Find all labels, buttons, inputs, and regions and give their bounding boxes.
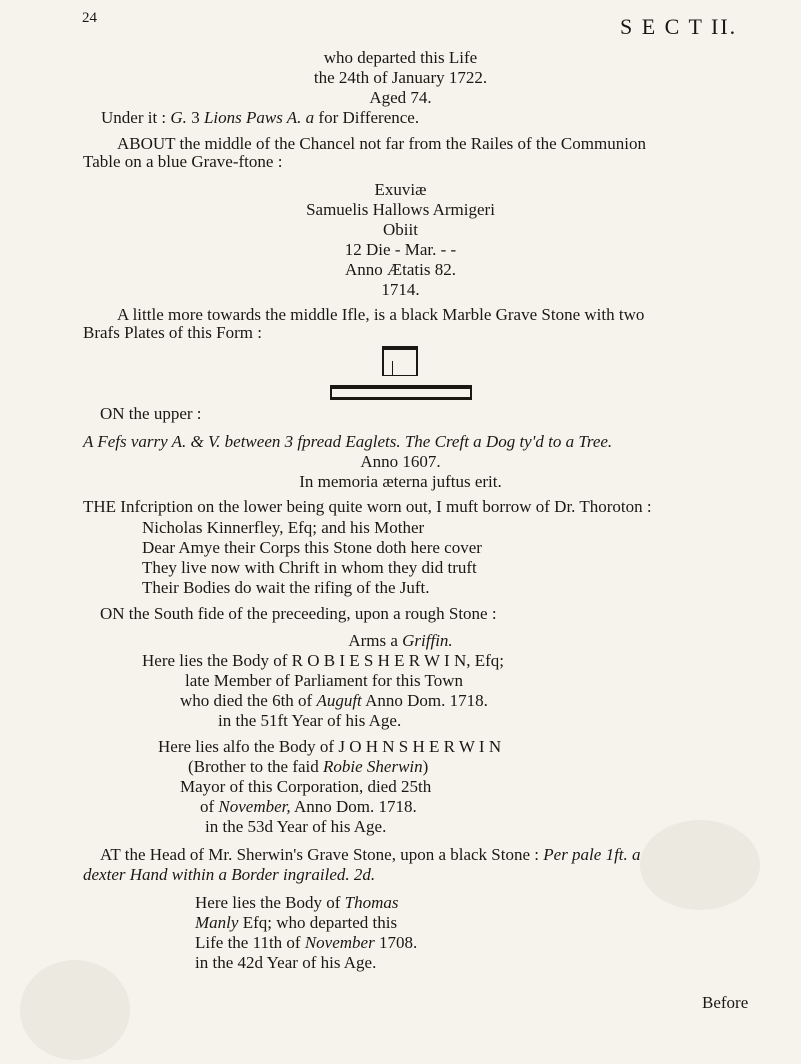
text-line: who departed this Life xyxy=(323,48,478,67)
epitaph-line: (Brother to the faid Robie Sherwin) xyxy=(188,757,429,776)
brass-plate-small-icon xyxy=(382,346,418,376)
epitaph-line: Here lies the Body of R O B I E S H E R W I N, Efq; xyxy=(142,651,504,670)
paragraph-line: A little more towards the middle Ifle, is a black Marble Grave Stone with two xyxy=(117,305,645,324)
epitaph-line: in the 42d Year of his Age. xyxy=(195,953,377,972)
brass-plate-large-icon xyxy=(330,385,472,397)
paragraph-line: ON the South fide of the preceeding, upon a rough Stone : xyxy=(100,604,497,623)
paragraph-line: ON the upper : xyxy=(100,404,202,423)
epitaph-line: in the 53d Year of his Age. xyxy=(205,817,387,836)
verse-line: Their Bodies do wait the rifing of the Juft. xyxy=(142,578,430,597)
text-line: In memoria æterna juftus erit. xyxy=(299,472,502,491)
epitaph-line: Exuviæ xyxy=(374,180,427,199)
section-header: S E C T II. xyxy=(620,14,738,39)
paragraph-line: Table on a blue Grave-ftone : xyxy=(83,152,283,171)
verse-line: Nicholas Kinnerfley, Efq; and his Mother xyxy=(142,518,425,537)
text-line: the 24th of January 1722. xyxy=(313,68,488,87)
epitaph-line: Life the 11th of November 1708. xyxy=(195,933,418,952)
text-line: Anno 1607. xyxy=(360,452,441,471)
paragraph-line: ABOUT the middle of the Chancel not far from the Railes of the Communion xyxy=(117,134,646,153)
catchword: Before xyxy=(702,993,749,1012)
paragraph-line: AT the Head of Mr. Sherwin's Grave Stone, upon a black Stone : Per pale 1ft. a xyxy=(100,845,641,864)
epitaph-line: Samuelis Hallows Armigeri xyxy=(306,200,495,219)
blazon-line: dexter Hand within a Border ingrailed. 2d. xyxy=(83,865,376,884)
verse-line: Dear Amye their Corps this Stone doth here cover xyxy=(142,538,482,557)
epitaph-line: in the 51ft Year of his Age. xyxy=(218,711,402,730)
epitaph-line: Mayor of this Corporation, died 25th xyxy=(180,777,432,796)
blazon-line: A Fefs varry A. & V. between 3 fpread Eaglets. The Creft a Dog ty'd to a Tree. xyxy=(83,432,613,451)
epitaph-line: 12 Die - Mar. - - xyxy=(344,240,457,259)
epitaph-line: 1714. xyxy=(381,280,420,299)
epitaph-line: who died the 6th of Auguft Anno Dom. 1718. xyxy=(180,691,488,710)
arms-line: Arms a Griffin. xyxy=(348,631,453,650)
brass-plate-base xyxy=(330,397,472,400)
paragraph-line: Brafs Plates of this Form : xyxy=(83,323,262,342)
epitaph-line: of November, Anno Dom. 1718. xyxy=(200,797,417,816)
verse-line: They live now with Chrift in whom they did truft xyxy=(142,558,477,577)
epitaph-line: Here lies the Body of Thomas xyxy=(195,893,399,912)
paragraph-line: THE Infcription on the lower being quite worn out, I muft borrow of Dr. Thoroton : xyxy=(83,497,652,516)
text-line: Aged 74. xyxy=(369,88,432,107)
epitaph-line: Obiit xyxy=(383,220,418,239)
epitaph-line: Here lies alfo the Body of J O H N S H E R W I N xyxy=(158,737,502,756)
paper-stain xyxy=(20,960,130,1060)
epitaph-line: late Member of Parliament for this Town xyxy=(185,671,463,690)
paper-stain xyxy=(640,820,760,910)
page-number: 24 xyxy=(82,10,97,26)
epitaph-line: Anno Ætatis 82. xyxy=(345,260,456,279)
blazon-line: Under it : G. 3 Lions Paws A. a for Difference. xyxy=(101,108,420,127)
epitaph-line: Manly Efq; who departed this xyxy=(195,913,398,932)
